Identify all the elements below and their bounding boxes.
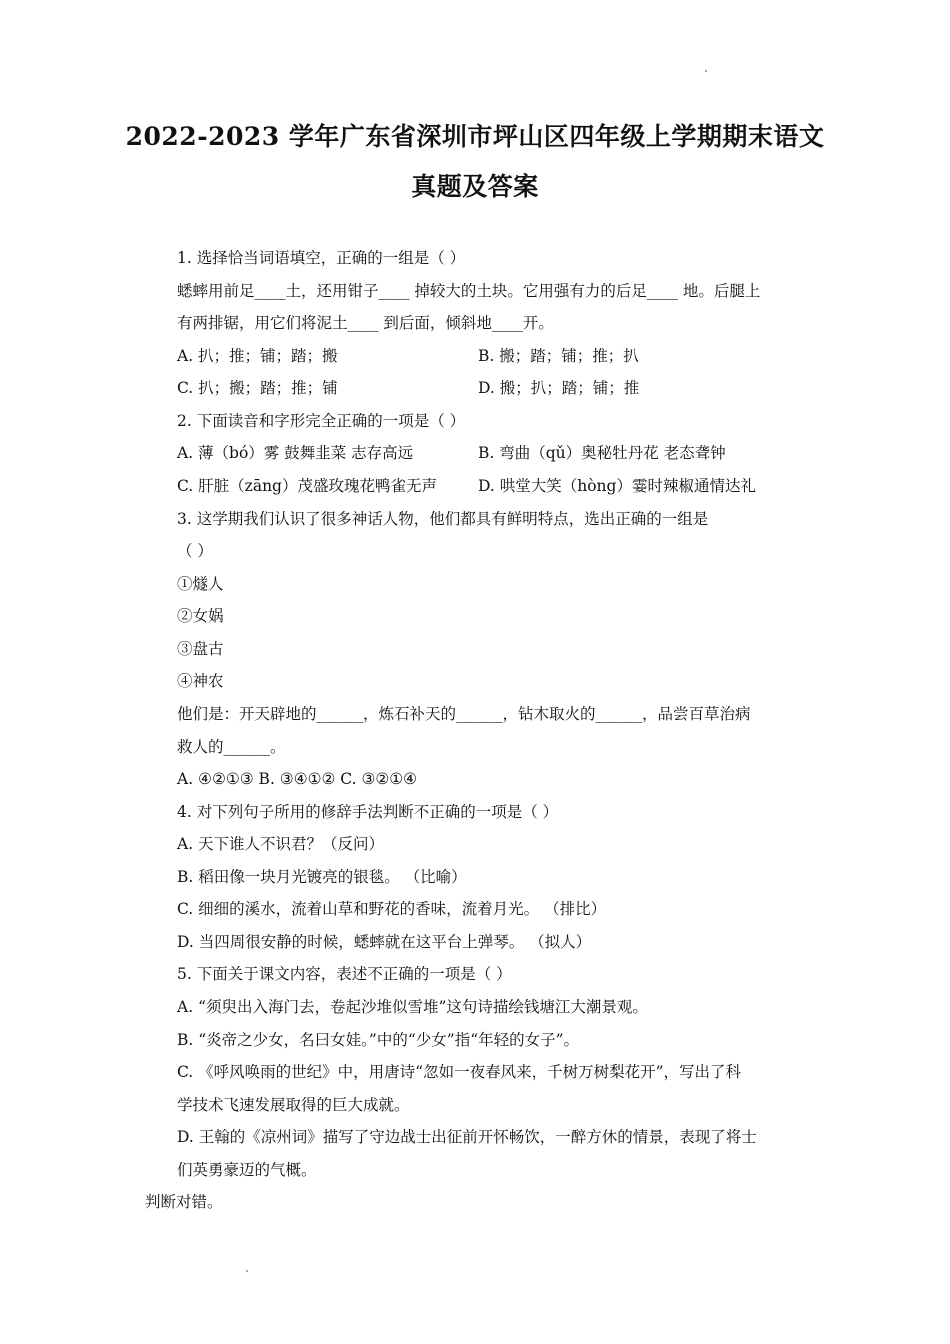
speck-mark [705, 70, 707, 72]
question-1-option-a: A. 扒；推；铺；踏；搬 [177, 347, 338, 365]
question-5-option-b: B. “炎帝之少女，名曰女娃。”中的“少女”指“年轻的女子”。 [177, 1031, 580, 1049]
speck-mark [246, 1270, 248, 1272]
question-5-option-a: A. “须臾出入海门去，卷起沙堆似雪堆”这句诗描绘钱塘江大潮景观。 [177, 998, 648, 1016]
question-5-option-c-line-1: C. 《呼风唤雨的世纪》中，用唐诗“忽如一夜春风来，千树万树梨花开”，写出了科 [177, 1063, 742, 1081]
question-5-option-d-line-1: D. 王翰的《凉州词》描写了守边战士出征前开怀畅饮，一醉方休的情景，表现了将士 [177, 1128, 757, 1146]
question-3-text-1: 他们是：开天辟地的______，炼石补天的______，钻木取火的______，品尝百草治病 [177, 705, 751, 723]
question-3-stem: 3. 这学期我们认识了很多神话人物，他们都具有鲜明特点，选出正确的一组是 [177, 510, 709, 528]
question-1-option-d: D. 搬；扒；踏；铺；推 [478, 379, 640, 397]
question-2-option-d: D. 哄堂大笑（hòng）霎时辣椒通情达礼 [478, 477, 756, 495]
question-3-item-4: ④神农 [177, 672, 224, 690]
page-title-line-2: 真题及答案 [411, 172, 539, 201]
question-2-option-c: C. 肝脏（zāng）茂盛玫瑰花鸭雀无声 [177, 477, 437, 495]
question-2-stem: 2. 下面读音和字形完全正确的一项是（ ） [177, 412, 466, 430]
question-3-item-1: ①燧人 [177, 575, 224, 593]
question-1-text-2: 有两排锯，用它们将泥土____ 到后面，倾斜地____开。 [177, 314, 554, 332]
question-4-option-d: D. 当四周很安静的时候，蟋蟀就在这平台上弹琴。 （拟人） [177, 933, 592, 951]
question-5-option-d-line-2: 们英勇豪迈的气概。 [177, 1161, 317, 1179]
question-3-options: A. ④②①③ B. ③④①② C. ③②①④ [177, 770, 418, 788]
question-4-option-a: A. 天下谁人不识君？（反问） [177, 835, 385, 853]
question-3-text-2: 救人的______。 [177, 738, 286, 756]
page-title-line-1: 2022-2023 学年广东省深圳市坪山区四年级上学期期末语文 [125, 122, 825, 151]
question-5-stem: 5. 下面关于课文内容，表述不正确的一项是（ ） [177, 965, 512, 983]
question-3-item-2: ②女娲 [177, 607, 224, 625]
section-heading-true-false: 判断对错。 [145, 1193, 223, 1211]
question-1-text-1: 蟋蟀用前足____土，还用钳子____ 掉较大的土块。它用强有力的后足____ 地。后腿上 [177, 282, 761, 300]
question-1-options-row-1 [177, 346, 338, 366]
question-4-option-c: C. 细细的溪水，流着山草和野花的香味，流着月光。 （排比） [177, 900, 607, 918]
question-4-option-b: B. 稻田像一块月光镀亮的银毯。 （比喻） [177, 868, 467, 886]
question-1-option-b: B. 搬；踏；铺；推；扒 [478, 347, 639, 365]
question-2-option-b: B. 弯曲（qǔ）奥秘牡丹花 老态聋钟 [478, 444, 726, 462]
question-5-option-c-line-2: 学技术飞速发展取得的巨大成就。 [177, 1096, 410, 1114]
question-1-option-c: C. 扒；搬；踏；推；铺 [177, 379, 338, 397]
question-3-answer-paren: （ ） [177, 542, 213, 560]
question-3-item-3: ③盘古 [177, 640, 224, 658]
question-1-stem: 1. 选择恰当词语填空，正确的一组是（ ） [177, 249, 466, 267]
question-4-stem: 4. 对下列句子所用的修辞手法判断不正确的一项是（ ） [177, 803, 559, 821]
question-2-option-a: A. 薄（bó）雾 鼓舞韭菜 志存高远 [177, 444, 414, 462]
